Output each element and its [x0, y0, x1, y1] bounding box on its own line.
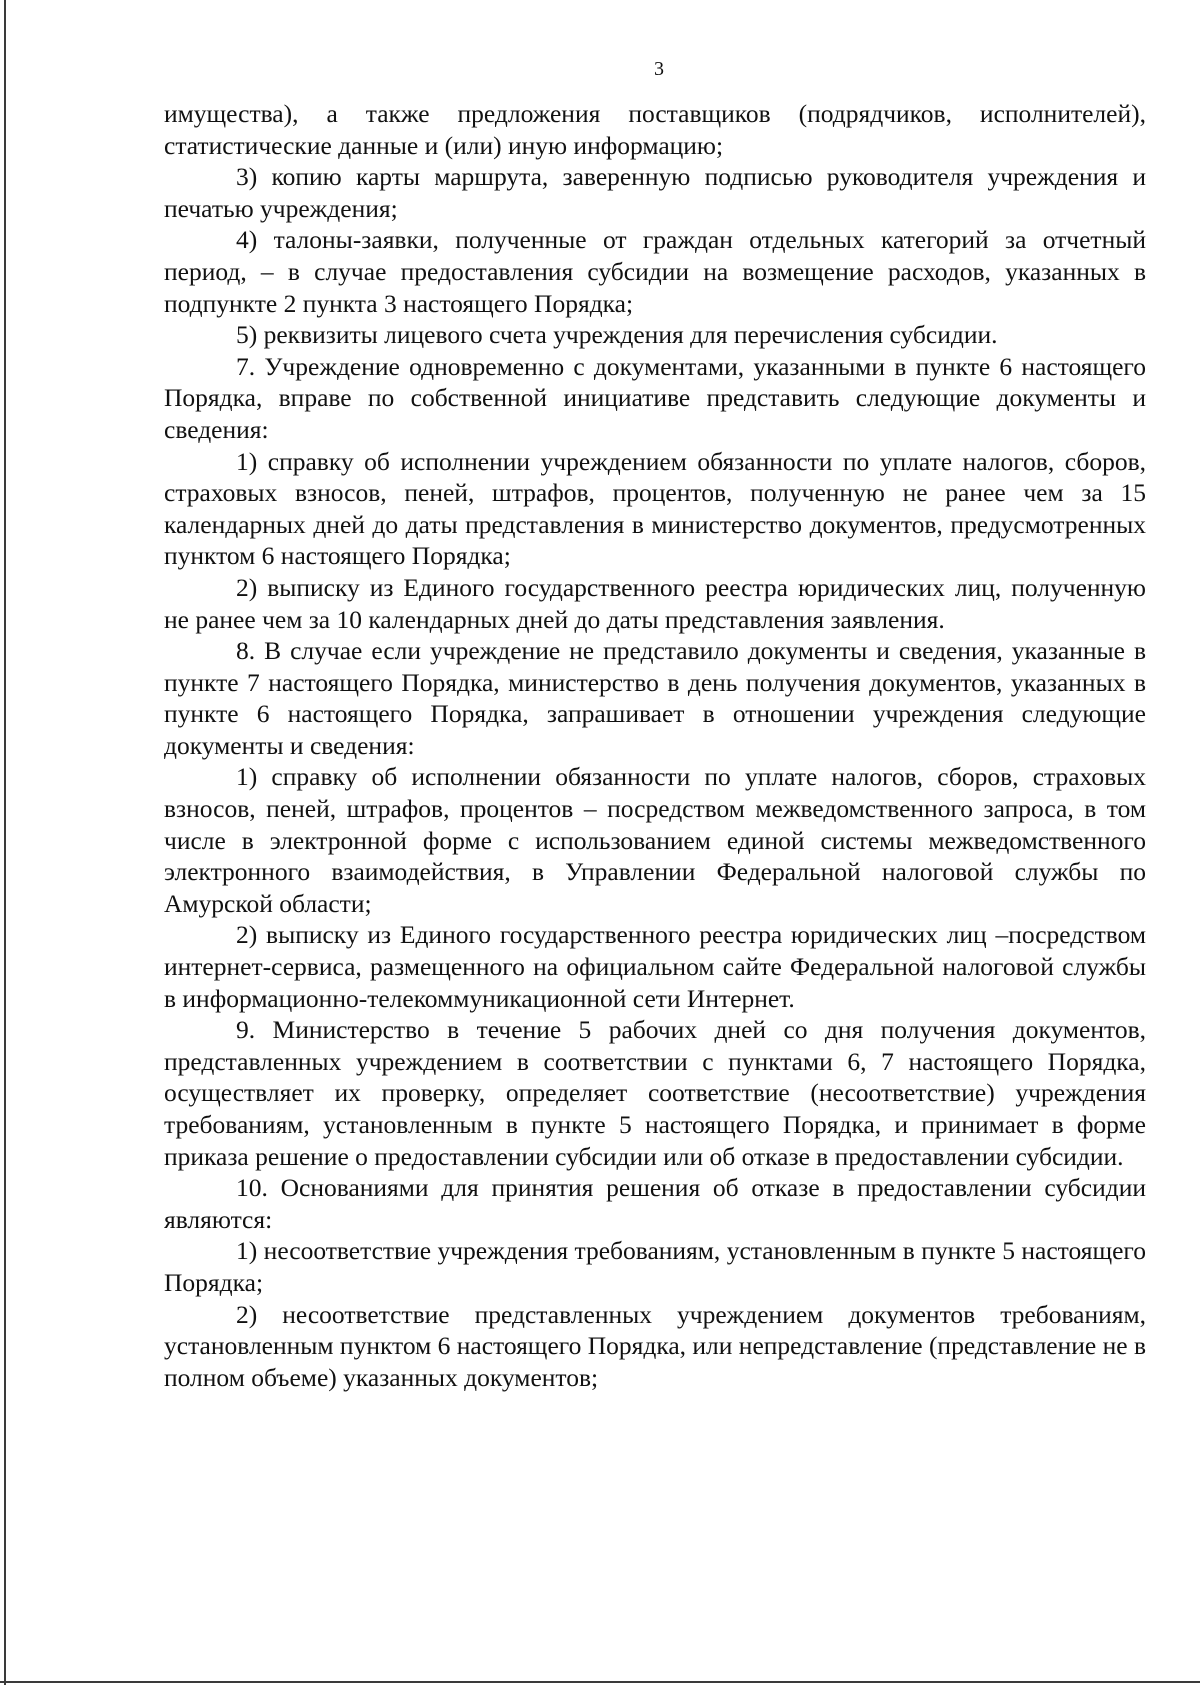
paragraph-continuation: имущества), а также предложения поставщиков (подрядчиков, исполнителей), статистические данные и (или) иную информацию;	[164, 99, 1146, 160]
paragraph-section-10-item-2: 2) несоответствие представленных учреждением документов требованиям, установленным пунктом 6 настоящего Порядка, или непредставление (представление не в полном объеме) указанных документов;	[164, 1299, 1146, 1392]
paragraph-section-10: 10. Основаниями для принятия решения об отказе в предоставлении субсидии являются:	[164, 1173, 1146, 1234]
paragraph-section-9: 9. Министерство в течение 5 рабочих дней со дня получения документов, представленных учреждением в соответствии с пунктами 6, 7 настоящего Порядка, осуществляет их проверку, определяет соответствие (несоответствие) учреждения требованиям, установленным в пункте 5 настоящего Порядка, и принимает в форме приказа решение о предоставлении субсидии или об отказе в предоставлении субсидии.	[164, 1015, 1146, 1171]
paragraph-section-8-item-1: 1) справку об исполнении обязанности по уплате налогов, сборов, страховых взносов, пеней, штрафов, процентов – посредством межведомственного запроса, в том числе в электронной форме с использованием единой системы межведомственного электронного взаимодействия, в Управлении Федеральной налоговой службы по Амурской области;	[164, 762, 1146, 918]
paragraph-item-5: 5) реквизиты лицевого счета учреждения для перечисления субсидии.	[236, 320, 998, 350]
paragraph-item-4: 4) талоны-заявки, полученные от граждан отдельных категорий за отчетный период, – в случае предоставления субсидии на возмещение расходов, указанных в подпункте 2 пункта 3 настоящего Порядка;	[164, 225, 1146, 318]
paragraph-item-3: 3) копию карты маршрута, заверенную подписью руководителя учреждения и печатью учреждения;	[164, 162, 1146, 223]
scan-left-edge	[4, 0, 6, 1685]
paragraph-section-7-item-1: 1) справку об исполнении учреждением обязанности по уплате налогов, сборов, страховых взносов, пеней, штрафов, процентов, полученную не ранее чем за 15 календарных дней до даты представления в министерство документов, предусмотренных пунктом 6 настоящего Порядка;	[164, 446, 1146, 571]
paragraph-section-7: 7. Учреждение одновременно с документами, указанными в пункте 6 настоящего Порядка, вправе по собственной инициативе представить следующие документы и сведения:	[164, 351, 1146, 444]
paragraph-section-8-item-2: 2) выписку из Единого государственного реестра юридических лиц –посредством интернет-сервиса, размещенного на официальном сайте Федеральной налоговой службы в информационно-телекоммуникационной сети Интернет.	[164, 920, 1146, 1013]
paragraph-section-10-item-1: 1) несоответствие учреждения требованиям, установленным в пункте 5 настоящего Порядка;	[164, 1236, 1146, 1297]
paragraph-section-8: 8. В случае если учреждение не представило документы и сведения, указанные в пункте 7 настоящего Порядка, министерство в день получения документов, указанных в пункте 6 настоящего Порядка, запрашивает в отношении учреждения следующие документы и сведения:	[164, 636, 1146, 760]
document-body	[164, 98, 1146, 1393]
page-number: 3	[654, 58, 664, 80]
paragraph-section-7-item-2: 2) выписку из Единого государственного реестра юридических лиц, полученную не ранее чем за 10 календарных дней до даты представления заявления.	[164, 572, 1146, 634]
scan-bottom-edge	[0, 1681, 1200, 1683]
